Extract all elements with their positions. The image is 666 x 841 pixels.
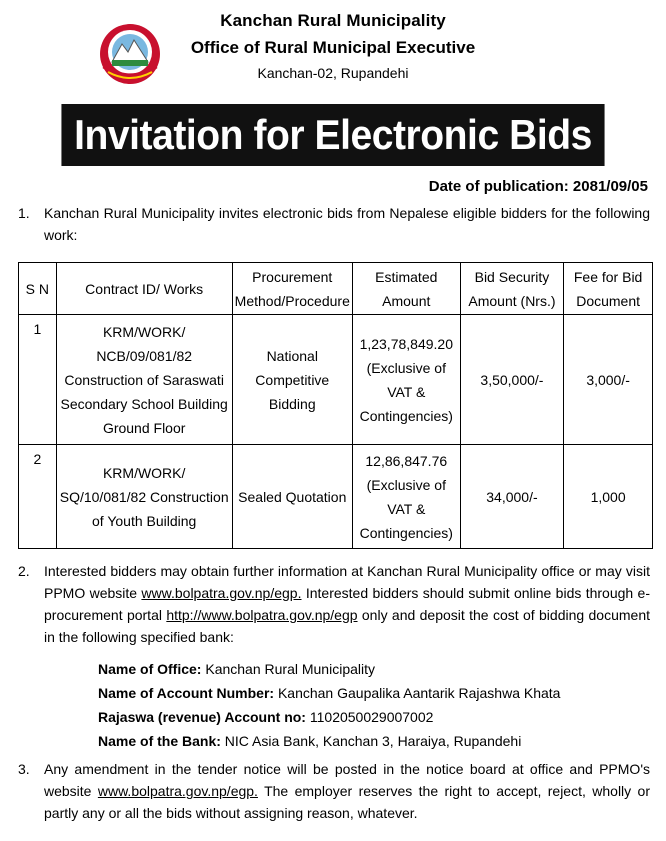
bank-value: NIC Asia Bank, Kanchan 3, Haraiya, Rupandehi [220, 733, 522, 749]
notice-title: Invitation for Electronic Bids [61, 104, 604, 166]
account-label: Name of Account Number: [98, 685, 275, 701]
col-header-method: Procurement Method/Procedure [232, 263, 352, 315]
info-paragraph [18, 560, 650, 648]
col-header-works: Contract ID/ Works [56, 263, 232, 315]
item-number: 1. [18, 205, 30, 221]
row-amount: 12,86,847.76 (Exclusive of VAT & Contingencies) [352, 445, 460, 549]
office-label: Name of Office: [98, 661, 202, 677]
table-header-row [19, 263, 653, 315]
rajaswa-label: Rajaswa (revenue) Account no: [98, 709, 306, 725]
col-header-sn: S N [19, 263, 57, 315]
info-text: only and deposit the cost of bidding document in the following specified bank: [44, 607, 650, 645]
publication-date: Date of publication: 2081/09/05 [428, 178, 648, 195]
table-row [19, 445, 653, 549]
row-work: KRM/WORK/ SQ/10/081/82 Construction of Youth Building [56, 445, 232, 549]
item-number: 3. [18, 761, 30, 777]
row-method: Sealed Quotation [232, 445, 352, 549]
bank-label: Name of the Bank: [98, 733, 221, 749]
col-header-amount: Estimated Amount [352, 263, 460, 315]
item-number: 2. [18, 563, 30, 579]
letterhead [0, 8, 666, 85]
row-amount: 1,23,78,849.20 (Exclusive of VAT & Contingencies) [352, 315, 460, 445]
col-header-security: Bid Security Amount (Nrs.) [460, 263, 564, 315]
table-row [19, 315, 653, 445]
rajaswa-value: 1102050029007002 [305, 709, 434, 725]
amendment-text: The employer reserves the right to accept, reject, wholly or partly any or all the bids without assigning reason, whatever. [44, 783, 651, 821]
info-text: Interested bidders may obtain further information at Kanchan Rural Municipality office or may visit PPMO website [44, 563, 650, 601]
bank-rajaswa-line [98, 706, 433, 728]
row-fee: 3,000/- [564, 315, 653, 445]
bank-account-line [98, 682, 560, 704]
ppmo-link[interactable]: www.bolpatra.gov.np/egp. [97, 783, 258, 799]
row-sn: 2 [19, 445, 57, 549]
ppmo-link[interactable]: www.bolpatra.gov.np/egp. [141, 585, 302, 601]
office-address: Kanchan-02, Rupandehi [257, 65, 409, 81]
intro-paragraph [18, 202, 650, 246]
bank-office-line [98, 658, 375, 680]
info-text: Interested bidders should submit online bids through e-procurement portal [44, 585, 651, 623]
egp-portal-link[interactable]: http://www.bolpatra.gov.np/egp [166, 607, 358, 623]
row-fee: 1,000 [564, 445, 653, 549]
office-value: Kanchan Rural Municipality [201, 661, 375, 677]
amendment-text: Any amendment in the tender notice will be posted in the notice board at office and PPMO's website [44, 761, 650, 799]
intro-text: Kanchan Rural Municipality invites electronic bids from Nepalese eligible bidders for the following work: [44, 205, 650, 243]
org-name: Kanchan Rural Municipality [220, 11, 446, 30]
amendment-paragraph [18, 758, 650, 824]
bids-table [18, 262, 653, 549]
col-header-fee: Fee for Bid Document [564, 263, 653, 315]
office-name: Office of Rural Municipal Executive [190, 38, 476, 57]
row-work: KRM/WORK/ NCB/09/081/82 Construction of Saraswati Secondary School Building Ground Floor [56, 315, 232, 445]
bank-name-line [98, 730, 521, 752]
row-security: 3,50,000/- [460, 315, 564, 445]
row-method: National Competitive Bidding [232, 315, 352, 445]
row-security: 34,000/- [460, 445, 564, 549]
account-value: Kanchan Gaupalika Aantarik Rajashwa Khata [274, 685, 561, 701]
row-sn: 1 [19, 315, 57, 445]
